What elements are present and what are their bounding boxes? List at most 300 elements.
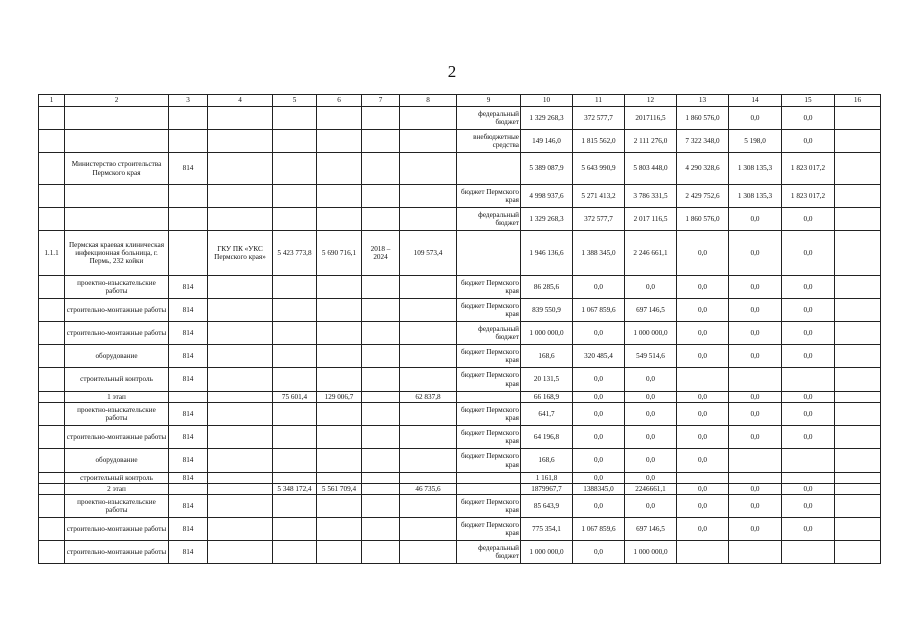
table-cell: 0,0 bbox=[729, 107, 782, 130]
table-cell bbox=[39, 345, 65, 368]
table-cell bbox=[362, 107, 400, 130]
table-cell: 1 этап bbox=[65, 392, 169, 403]
table-row bbox=[39, 426, 881, 449]
table-cell: 0,0 bbox=[677, 299, 729, 322]
table-cell: 0,0 bbox=[625, 495, 677, 518]
table-cell: федеральный бюджет bbox=[457, 322, 521, 345]
table-cell: бюджет Пермского края bbox=[457, 299, 521, 322]
table-row bbox=[39, 107, 881, 130]
table-cell: бюджет Пермского края bbox=[457, 426, 521, 449]
table-cell: 0,0 bbox=[729, 392, 782, 403]
table-cell: 0,0 bbox=[625, 449, 677, 473]
table-cell bbox=[362, 449, 400, 473]
table-cell: оборудование bbox=[65, 449, 169, 473]
table-cell bbox=[317, 130, 362, 153]
table-cell: 0,0 bbox=[677, 495, 729, 518]
table-cell: 64 196,8 bbox=[521, 426, 573, 449]
column-header: 14 bbox=[729, 95, 782, 107]
table-cell: 168,6 bbox=[521, 345, 573, 368]
table-cell: 0,0 bbox=[573, 392, 625, 403]
table-cell: 0,0 bbox=[625, 392, 677, 403]
table-cell: 5 389 087,9 bbox=[521, 153, 573, 185]
table-cell: 149 146,0 bbox=[521, 130, 573, 153]
table-row bbox=[39, 130, 881, 153]
table-cell: строительно-монтажные работы bbox=[65, 541, 169, 564]
table-cell bbox=[677, 473, 729, 484]
table-cell: 0,0 bbox=[573, 449, 625, 473]
table-cell: 5 271 413,2 bbox=[573, 185, 625, 208]
table-cell bbox=[677, 541, 729, 564]
table-cell: 0,0 bbox=[782, 107, 835, 130]
table-cell: 1 000 000,0 bbox=[625, 322, 677, 345]
table-cell: 0,0 bbox=[729, 484, 782, 495]
table-cell: 1 067 859,6 bbox=[573, 518, 625, 541]
table-cell: 549 514,6 bbox=[625, 345, 677, 368]
table-cell: 839 550,9 bbox=[521, 299, 573, 322]
table-cell bbox=[273, 541, 317, 564]
table-cell: 2 246 661,1 bbox=[625, 231, 677, 276]
table-cell: 2 111 276,0 bbox=[625, 130, 677, 153]
table-cell bbox=[729, 541, 782, 564]
table-cell bbox=[273, 403, 317, 426]
table-cell bbox=[362, 403, 400, 426]
column-header: 15 bbox=[782, 95, 835, 107]
column-header: 9 bbox=[457, 95, 521, 107]
table-cell: 62 837,8 bbox=[400, 392, 457, 403]
table-cell bbox=[362, 473, 400, 484]
table-cell: 2246661,1 bbox=[625, 484, 677, 495]
table-cell bbox=[400, 130, 457, 153]
table-cell: 5 423 773,8 bbox=[273, 231, 317, 276]
table-cell bbox=[39, 449, 65, 473]
table-cell: 0,0 bbox=[573, 322, 625, 345]
table-cell bbox=[317, 449, 362, 473]
table-cell: 0,0 bbox=[729, 208, 782, 231]
table-cell bbox=[457, 153, 521, 185]
table-cell bbox=[400, 276, 457, 299]
table-cell: 1.1.1 bbox=[39, 231, 65, 276]
table-cell bbox=[835, 403, 881, 426]
table-row bbox=[39, 495, 881, 518]
table-cell bbox=[677, 368, 729, 392]
table-cell: 0,0 bbox=[782, 495, 835, 518]
table-cell bbox=[39, 403, 65, 426]
table-cell: 1 946 136,6 bbox=[521, 231, 573, 276]
table-cell bbox=[273, 449, 317, 473]
table-cell bbox=[208, 107, 273, 130]
table-cell bbox=[208, 276, 273, 299]
table-cell bbox=[317, 473, 362, 484]
table-cell: 0,0 bbox=[677, 231, 729, 276]
table-cell bbox=[273, 276, 317, 299]
table-cell: 0,0 bbox=[729, 518, 782, 541]
table-cell bbox=[835, 231, 881, 276]
table-cell bbox=[782, 541, 835, 564]
table-row bbox=[39, 518, 881, 541]
table-cell bbox=[729, 449, 782, 473]
table-cell bbox=[835, 107, 881, 130]
table-cell bbox=[39, 368, 65, 392]
table-cell: 1879967,7 bbox=[521, 484, 573, 495]
table-cell: 0,0 bbox=[782, 484, 835, 495]
table-cell bbox=[362, 208, 400, 231]
table-cell bbox=[317, 495, 362, 518]
table-cell bbox=[362, 392, 400, 403]
table-cell bbox=[39, 208, 65, 231]
table-cell bbox=[273, 208, 317, 231]
table-cell: 0,0 bbox=[782, 426, 835, 449]
table-cell: 2 этап bbox=[65, 484, 169, 495]
table-cell: 0,0 bbox=[729, 495, 782, 518]
table-cell bbox=[208, 392, 273, 403]
table-cell: 0,0 bbox=[573, 368, 625, 392]
table-cell: 814 bbox=[169, 495, 208, 518]
table-cell: 5 690 716,1 bbox=[317, 231, 362, 276]
table-cell bbox=[169, 185, 208, 208]
table-cell bbox=[362, 495, 400, 518]
table-cell: 0,0 bbox=[625, 403, 677, 426]
table-cell bbox=[457, 484, 521, 495]
table-cell bbox=[400, 107, 457, 130]
table-cell: 85 643,9 bbox=[521, 495, 573, 518]
table-row bbox=[39, 345, 881, 368]
table-cell: 0,0 bbox=[782, 276, 835, 299]
table-cell: Министерство строительства Пермского края bbox=[65, 153, 169, 185]
table-cell: 1388345,0 bbox=[573, 484, 625, 495]
table-cell: 0,0 bbox=[625, 426, 677, 449]
table-cell bbox=[400, 473, 457, 484]
table-cell bbox=[835, 484, 881, 495]
table-cell: 0,0 bbox=[729, 231, 782, 276]
table-cell bbox=[400, 322, 457, 345]
table-cell bbox=[782, 368, 835, 392]
budget-table bbox=[38, 94, 881, 564]
table-cell: оборудование bbox=[65, 345, 169, 368]
table-cell: 697 146,5 bbox=[625, 518, 677, 541]
table-cell: строительный контроль bbox=[65, 473, 169, 484]
table-cell: 814 bbox=[169, 449, 208, 473]
table-cell: 2017116,5 bbox=[625, 107, 677, 130]
column-header: 2 bbox=[65, 95, 169, 107]
table-cell bbox=[835, 130, 881, 153]
table-cell bbox=[273, 345, 317, 368]
table-cell bbox=[362, 541, 400, 564]
table-cell bbox=[273, 107, 317, 130]
table-row bbox=[39, 368, 881, 392]
table-cell bbox=[835, 153, 881, 185]
table-cell bbox=[39, 107, 65, 130]
table-row bbox=[39, 392, 881, 403]
table-cell: 0,0 bbox=[729, 299, 782, 322]
table-cell: 1 860 576,0 bbox=[677, 107, 729, 130]
table-cell bbox=[317, 403, 362, 426]
table-cell: 0,0 bbox=[782, 392, 835, 403]
table-cell: 1 000 000,0 bbox=[521, 322, 573, 345]
column-header: 13 bbox=[677, 95, 729, 107]
table-cell bbox=[208, 518, 273, 541]
table-cell: 0,0 bbox=[782, 322, 835, 345]
table-cell bbox=[400, 368, 457, 392]
table-cell bbox=[273, 153, 317, 185]
table-cell: 0,0 bbox=[625, 276, 677, 299]
table-cell bbox=[273, 473, 317, 484]
table-cell bbox=[169, 208, 208, 231]
table-cell bbox=[835, 276, 881, 299]
table-cell bbox=[65, 107, 169, 130]
table-cell: 1 308 135,3 bbox=[729, 185, 782, 208]
table-cell: 75 601,4 bbox=[273, 392, 317, 403]
table-cell bbox=[208, 473, 273, 484]
table-cell: федеральный бюджет bbox=[457, 107, 521, 130]
table-cell: ГКУ ПК «УКС Пермского края» bbox=[208, 231, 273, 276]
table-cell bbox=[65, 130, 169, 153]
table-cell bbox=[362, 299, 400, 322]
table-cell: 0,0 bbox=[677, 322, 729, 345]
table-cell: 2 017 116,5 bbox=[625, 208, 677, 231]
table-cell: 5 198,0 bbox=[729, 130, 782, 153]
table-cell: бюджет Пермского края bbox=[457, 449, 521, 473]
table-cell: 1 000 000,0 bbox=[521, 541, 573, 564]
table-cell bbox=[273, 518, 317, 541]
table-cell: 0,0 bbox=[782, 345, 835, 368]
table-cell bbox=[729, 368, 782, 392]
table-cell: 0,0 bbox=[782, 403, 835, 426]
table-cell bbox=[208, 484, 273, 495]
table-cell bbox=[835, 495, 881, 518]
column-header: 11 bbox=[573, 95, 625, 107]
table-cell: 46 735,6 bbox=[400, 484, 457, 495]
table-cell: 0,0 bbox=[782, 130, 835, 153]
table-cell: 0,0 bbox=[625, 473, 677, 484]
table-cell: 0,0 bbox=[677, 518, 729, 541]
table-cell bbox=[400, 518, 457, 541]
table-cell: 697 146,5 bbox=[625, 299, 677, 322]
table-cell bbox=[39, 130, 65, 153]
table-cell: 109 573,4 bbox=[400, 231, 457, 276]
table-cell bbox=[208, 426, 273, 449]
table-cell: бюджет Пермского края bbox=[457, 185, 521, 208]
table-cell bbox=[400, 153, 457, 185]
table-cell bbox=[39, 322, 65, 345]
table-cell: проектно-изыскательские работы bbox=[65, 276, 169, 299]
table-cell bbox=[317, 426, 362, 449]
table-cell bbox=[39, 276, 65, 299]
table-cell: 0,0 bbox=[782, 518, 835, 541]
table-cell bbox=[208, 208, 273, 231]
table-cell: строительно-монтажные работы bbox=[65, 299, 169, 322]
table-cell bbox=[835, 449, 881, 473]
table-cell: 775 354,1 bbox=[521, 518, 573, 541]
table-cell: 1 067 859,6 bbox=[573, 299, 625, 322]
table-cell bbox=[273, 299, 317, 322]
table-cell bbox=[835, 299, 881, 322]
table-cell bbox=[317, 153, 362, 185]
table-row bbox=[39, 449, 881, 473]
column-header: 7 bbox=[362, 95, 400, 107]
table-cell bbox=[39, 392, 65, 403]
table-cell bbox=[317, 518, 362, 541]
table-cell bbox=[782, 473, 835, 484]
table-cell: 814 bbox=[169, 299, 208, 322]
table-cell: 0,0 bbox=[573, 495, 625, 518]
table-cell: строительно-монтажные работы bbox=[65, 322, 169, 345]
table-cell: 814 bbox=[169, 403, 208, 426]
table-cell bbox=[273, 426, 317, 449]
table-cell bbox=[208, 403, 273, 426]
table-cell: 0,0 bbox=[729, 322, 782, 345]
table-cell bbox=[65, 185, 169, 208]
table-cell: 2 429 752,6 bbox=[677, 185, 729, 208]
table-cell bbox=[208, 299, 273, 322]
table-cell: 0,0 bbox=[677, 449, 729, 473]
table-cell bbox=[362, 185, 400, 208]
table-cell: 1 388 345,0 bbox=[573, 231, 625, 276]
table-cell bbox=[208, 449, 273, 473]
table-row bbox=[39, 484, 881, 495]
table-cell bbox=[457, 231, 521, 276]
table-cell bbox=[457, 473, 521, 484]
table-cell: бюджет Пермского края bbox=[457, 518, 521, 541]
table-cell bbox=[39, 185, 65, 208]
table-cell: бюджет Пермского края bbox=[457, 495, 521, 518]
table-row bbox=[39, 276, 881, 299]
table-cell: 814 bbox=[169, 541, 208, 564]
table-cell bbox=[208, 345, 273, 368]
header-row bbox=[39, 95, 881, 107]
table-cell bbox=[39, 153, 65, 185]
table-cell: бюджет Пермского края bbox=[457, 276, 521, 299]
column-header: 6 bbox=[317, 95, 362, 107]
table-cell bbox=[317, 368, 362, 392]
table-cell bbox=[400, 299, 457, 322]
table-cell bbox=[835, 473, 881, 484]
table-cell: 0,0 bbox=[729, 403, 782, 426]
column-header: 12 bbox=[625, 95, 677, 107]
table-cell bbox=[208, 541, 273, 564]
table-cell bbox=[400, 345, 457, 368]
table-cell bbox=[362, 484, 400, 495]
table-cell: 0,0 bbox=[573, 276, 625, 299]
table-cell: 1 308 135,3 bbox=[729, 153, 782, 185]
table-cell: 0,0 bbox=[729, 345, 782, 368]
table-cell: строительно-монтажные работы bbox=[65, 426, 169, 449]
table-cell: 1 329 268,3 bbox=[521, 107, 573, 130]
table-cell bbox=[169, 130, 208, 153]
table-cell: 4 290 328,6 bbox=[677, 153, 729, 185]
table-cell bbox=[362, 368, 400, 392]
column-header: 4 bbox=[208, 95, 273, 107]
table-cell: 0,0 bbox=[677, 345, 729, 368]
table-cell bbox=[39, 299, 65, 322]
table-cell bbox=[208, 153, 273, 185]
table-cell: 129 006,7 bbox=[317, 392, 362, 403]
table-cell bbox=[208, 495, 273, 518]
table-cell: 5 348 172,4 bbox=[273, 484, 317, 495]
column-header: 8 bbox=[400, 95, 457, 107]
table-cell: 1 000 000,0 bbox=[625, 541, 677, 564]
table-cell bbox=[317, 299, 362, 322]
table-cell bbox=[39, 495, 65, 518]
table-cell: 5 803 448,0 bbox=[625, 153, 677, 185]
table-cell bbox=[835, 322, 881, 345]
column-header: 10 bbox=[521, 95, 573, 107]
table-cell: 1 823 017,2 bbox=[782, 153, 835, 185]
table-cell bbox=[362, 276, 400, 299]
table-cell bbox=[317, 185, 362, 208]
table-cell bbox=[400, 185, 457, 208]
table-cell bbox=[729, 473, 782, 484]
table-cell bbox=[782, 449, 835, 473]
table-cell: 0,0 bbox=[573, 403, 625, 426]
table-cell bbox=[273, 368, 317, 392]
table-cell: 0,0 bbox=[573, 473, 625, 484]
table-cell bbox=[362, 322, 400, 345]
table-cell: 320 485,4 bbox=[573, 345, 625, 368]
table-cell bbox=[400, 426, 457, 449]
table-cell bbox=[400, 208, 457, 231]
table-cell: бюджет Пермского края bbox=[457, 345, 521, 368]
table-cell: 0,0 bbox=[573, 426, 625, 449]
table-cell bbox=[208, 185, 273, 208]
table-cell bbox=[39, 484, 65, 495]
table-cell bbox=[362, 518, 400, 541]
table-cell: строительный контроль bbox=[65, 368, 169, 392]
table-cell bbox=[208, 322, 273, 345]
table-cell: 0,0 bbox=[573, 541, 625, 564]
column-header: 16 bbox=[835, 95, 881, 107]
table-cell: 814 bbox=[169, 368, 208, 392]
table-cell bbox=[835, 392, 881, 403]
table-cell: 20 131,5 bbox=[521, 368, 573, 392]
table-cell bbox=[39, 541, 65, 564]
table-cell: 372 577,7 bbox=[573, 208, 625, 231]
table-cell: федеральный бюджет bbox=[457, 541, 521, 564]
table-row bbox=[39, 322, 881, 345]
table-cell: 814 bbox=[169, 473, 208, 484]
table-cell: 4 998 937,6 bbox=[521, 185, 573, 208]
table-cell: 0,0 bbox=[782, 231, 835, 276]
table-cell bbox=[400, 541, 457, 564]
table-cell: 0,0 bbox=[677, 484, 729, 495]
table-cell bbox=[169, 392, 208, 403]
column-header: 1 bbox=[39, 95, 65, 107]
table-cell: 168,6 bbox=[521, 449, 573, 473]
table-cell bbox=[317, 541, 362, 564]
table-cell: 0,0 bbox=[782, 299, 835, 322]
table-cell bbox=[39, 518, 65, 541]
table-cell bbox=[39, 426, 65, 449]
table-cell bbox=[317, 322, 362, 345]
table-cell: 814 bbox=[169, 518, 208, 541]
table-cell bbox=[362, 426, 400, 449]
table-cell: 0,0 bbox=[625, 368, 677, 392]
table-cell bbox=[835, 518, 881, 541]
table-cell bbox=[273, 185, 317, 208]
table-cell: 814 bbox=[169, 426, 208, 449]
table-row bbox=[39, 403, 881, 426]
table-cell bbox=[400, 449, 457, 473]
table-cell bbox=[835, 208, 881, 231]
table-cell: 0,0 bbox=[677, 392, 729, 403]
table-cell bbox=[317, 345, 362, 368]
table-row bbox=[39, 153, 881, 185]
page-number: 2 bbox=[447, 62, 457, 81]
table-cell bbox=[317, 276, 362, 299]
table-cell: 2018 – 2024 bbox=[362, 231, 400, 276]
table-row bbox=[39, 473, 881, 484]
table-cell bbox=[273, 130, 317, 153]
table-cell: 814 bbox=[169, 153, 208, 185]
